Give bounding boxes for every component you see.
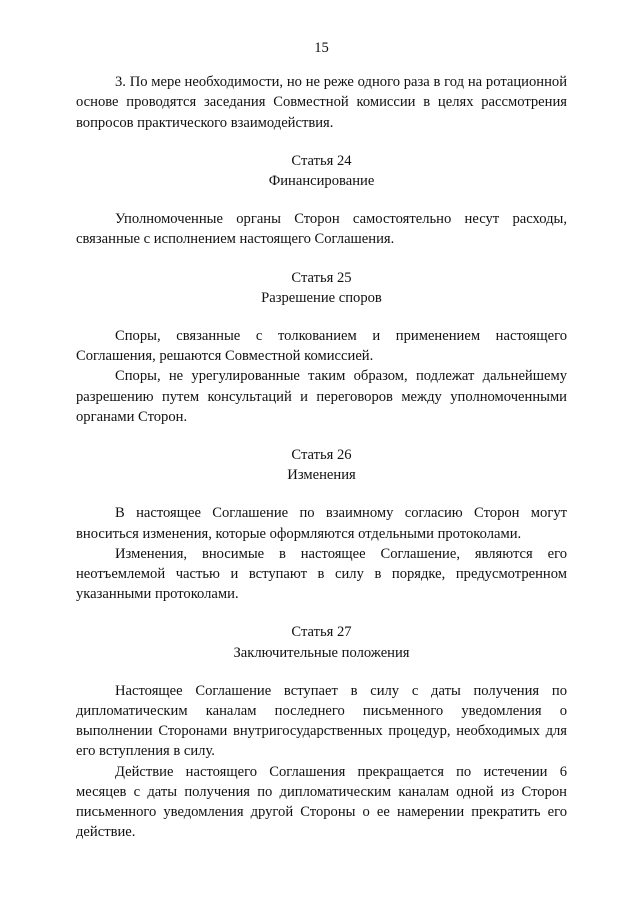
article-heading-26	[76, 445, 567, 485]
paragraph: В настоящее Соглашение по взаимному согласию Сторон могут вноситься изменения, которые оформляются отдельными протоколами.	[76, 505, 567, 542]
article-title: Разрешение споров	[261, 289, 382, 306]
article-title: Изменения	[287, 467, 356, 484]
paragraph: Споры, не урегулированные таким образом, подлежат дальнейшему разрешению путем консультаций и переговоров между уполномоченными органами Сторон.	[76, 368, 567, 425]
article-number: Статья 26	[291, 447, 352, 464]
page-number: 15	[314, 40, 329, 56]
paragraph: Споры, связанные с толкованием и применением настоящего Соглашения, решаются Совместной комиссией.	[76, 328, 567, 365]
paragraph: Действие настоящего Соглашения прекращается по истечении 6 месяцев с даты получения по дипломатическим каналам одной из Сторон письменного уведомления другой Стороны о ее намерении прекратить его действие.	[76, 763, 567, 841]
article-title: Финансирование	[268, 173, 375, 190]
article-number: Статья 25	[291, 269, 352, 286]
paragraph: Изменения, вносимые в настоящее Соглашение, являются его неотъемлемой частью и вступают в силу в порядке, предусмотренном указанными протоколами.	[76, 545, 567, 603]
paragraph: Настоящее Соглашение вступает в силу с даты получения по дипломатическим каналам последнего письменного уведомления о выполнении Сторонами внутригосударственных процедур, необходимых для его вступления в силу.	[76, 682, 567, 760]
article-number: Статья 24	[291, 152, 352, 169]
article-heading-25	[76, 268, 567, 308]
article-number: Статья 27	[291, 624, 352, 641]
paragraph: Уполномоченные органы Сторон самостоятельно несут расходы, связанные с исполнением настоящего Соглашения.	[76, 211, 567, 248]
article-heading-27	[76, 622, 567, 662]
article-title: Заключительные положения	[233, 644, 410, 661]
article-heading-24	[76, 151, 567, 191]
paragraph: 3. По мере необходимости, но не реже одного раза в год на ротационной основе проводятся заседания Совместной комиссии в целях рассмотрения вопросов практического взаимодействия.	[76, 74, 567, 131]
